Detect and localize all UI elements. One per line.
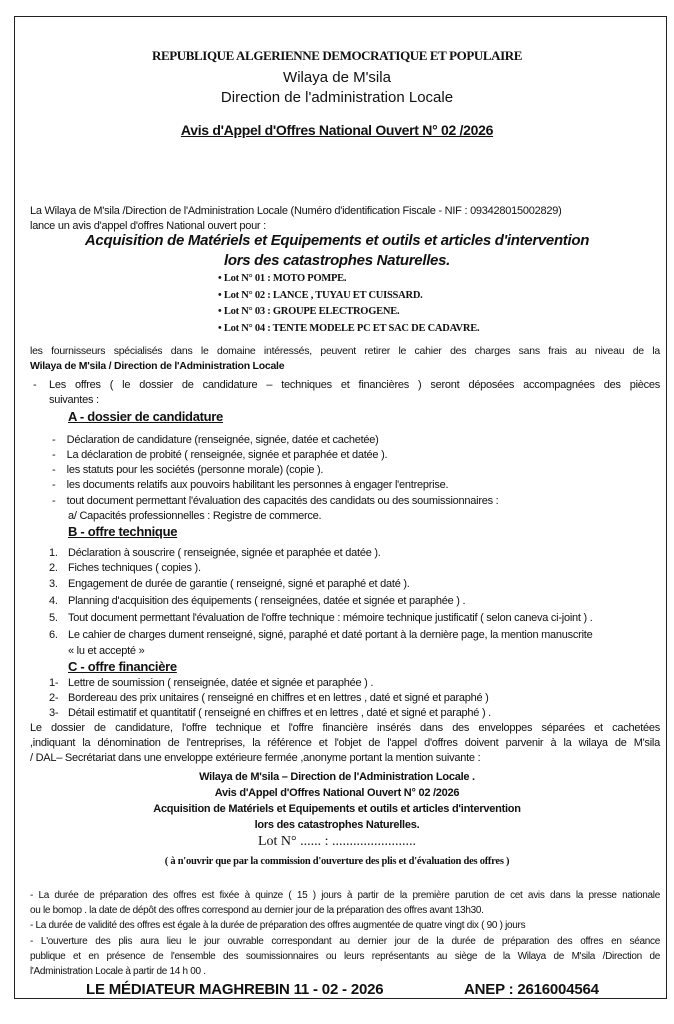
offers-intro-line-1: Les offres ( le dossier de candidature – techniques et financières ) seront déposées accompagnées des pièces [49,379,660,391]
list-number: 1- [49,677,59,689]
intro-line-2: lance un avis d'appel d'offres National ouvert pour : [30,220,266,232]
list-number: 6. [49,629,58,641]
direction-heading: Direction de l'administration Locale [220,89,454,106]
list-item [49,692,489,705]
list-number: 4. [49,595,58,607]
list-item-text: Détail estimatif et quantitatif ( renseigné en chiffres et en lettres , daté et signé et paraphé ) . [68,707,491,719]
notice-title: Avis d'Appel d'Offres National Ouvert N° 02 /2026 [180,122,494,138]
envelope-line-2: Avis d'Appel d'Offres National Ouvert N° 02 /2026 [214,787,460,799]
lot-item: • Lot N° 02 : LANCE , TUYAU ET CUISSARD. [218,290,423,301]
list-item-text: les documents relatifs aux pouvoirs habilitant les personnes à engager l'entreprise. [66,479,449,491]
list-item [49,578,410,591]
list-item-text: Planning d'acquisition des équipements ( renseignées, datée et signée et paraphée ) . [68,595,466,607]
suppliers-line-2: Wilaya de M'sila / Direction de l'Administration Locale [30,360,285,372]
offers-intro-line-2: suivantes : [49,394,99,406]
note-line-3: - La durée de validité des offres est égale à la durée de préparation des offres augmentée de quatre vingt dix ( 90 ) jours [30,920,526,931]
lot-item: • Lot N° 01 : MOTO POMPE. [218,273,347,284]
object-line-2: lors des catastrophes Naturelles. [223,252,451,269]
section-c-heading: C - offre financière [68,659,177,674]
list-number: 5. [49,612,58,624]
list-item [49,629,592,642]
list-number: 3. [49,578,58,590]
list-item-sub: a/ Capacités professionnelles : Registre de commerce. [68,510,322,522]
envelope-notice: ( à n'ouvrir que par la commission d'ouverture des plis et d'évaluation des offres ) [164,856,510,867]
submission-line-2: ,indiquant la dénomination de l'entreprises, la référence et l'objet de l'appel d'offres doivent parvenir à la wilaya de M'sila [30,737,660,749]
list-item-text: Fiches techniques ( copies ). [68,562,201,574]
list-item-text: Déclaration de candidature (renseignée, signée, datée et cachetée) [66,434,379,446]
suppliers-line-1: les fournisseurs spécialisés dans le domaine intéressés, peuvent retirer le cahier des charges sans frais au niveau de la [30,345,660,357]
submission-line-1: Le dossier de candidature, l'offre technique et l'offre financière insérés dans des enveloppes séparées et cachetées [30,722,660,734]
list-item [49,595,465,608]
note-line-5: publique et en présence de l'ensemble des soumissionnaires ou leurs représentants au siège de la Wilaya de M'sila /Direction de [30,951,660,962]
list-number: 2- [49,692,59,704]
list-item-text: Bordereau des prix unitaires ( renseigné en chiffres et en lettres , daté et signé et paraphé ) [68,692,489,704]
object-line-1: Acquisition de Matériels et Equipements et outils et articles d'intervention [84,232,590,249]
list-item [49,562,201,575]
lot-label: Lot N° 04 : TENTE MODELE PC ET SAC DE CADAVRE. [223,323,480,334]
intro-line-1: La Wilaya de M'sila /Direction de l'Administration Locale (Numéro d'identification Fiscale - NIF : 093428015002829) [30,205,562,217]
note-line-1: - La durée de préparation des offres est fixée à quinze ( 15 ) jours à partir de la première parution de cet avis dans la presse nationale [30,890,660,901]
list-number: 3- [49,707,59,719]
list-item-text: les statuts pour les sociétés (personne morale) (copie ). [66,464,324,476]
lot-label: Lot N° 02 : LANCE , TUYAU ET CUISSARD. [223,290,423,301]
envelope-line-4: lors des catastrophes Naturelles. [254,819,420,831]
list-item: - les statuts pour les sociétés (personne morale) (copie ). [52,464,324,476]
note-line-4: - L'ouverture des plis aura lieu le jour ouvrable correspondant au dernier jour de la durée de préparation des offres en séance [30,936,660,947]
list-item-text: Déclaration à souscrire ( renseignée, signée et paraphée et datée ). [68,547,381,559]
list-item: - La déclaration de probité ( renseignée, signée et paraphée et datée ). [52,449,388,461]
bullet: - [33,379,37,391]
list-item-continuation: « lu et accepté » [68,645,145,657]
list-item-text: tout document permettant l'évaluation des capacités des candidats ou des soumissionnaires : [66,495,499,507]
lot-label: Lot N° 01 : MOTO POMPE. [223,273,347,284]
list-item [49,677,373,690]
republic-heading: REPUBLIQUE ALGERIENNE DEMOCRATIQUE ET POPULAIRE [151,48,523,63]
envelope-line-3: Acquisition de Matériels et Equipements et outils et articles d'intervention [153,803,521,815]
section-b-heading: B - offre technique [68,524,178,539]
list-item-text: La déclaration de probité ( renseignée, signée et paraphée et datée ). [66,449,388,461]
list-item [49,612,593,625]
list-item: - tout document permettant l'évaluation des capacités des candidats ou des soumissionnaires : [52,495,499,507]
list-item-text: Engagement de durée de garantie ( renseigné, signé et paraphé et daté ). [68,578,410,590]
list-number: 1. [49,547,58,559]
list-item-text: Tout document permettant l'évaluation de l'offre technique : mémoire technique justificatif ( selon caneva ci-joint ) . [68,612,593,624]
note-line-2: ou le bomop . la date de dépôt des offres correspond au dernier jour de la préparation des offres avant 13h30. [30,905,484,916]
lot-item: • Lot N° 03 : GROUPE ELECTROGENE. [218,306,400,317]
wilaya-heading: Wilaya de M'sila [283,69,391,86]
anep-reference: ANEP : 2616004564 [458,981,605,998]
list-item-text: Lettre de soumission ( renseignée, datée et signée et paraphée ) . [68,677,374,689]
envelope-lot: Lot N° ...... : ........................ [257,834,417,849]
list-item: - les documents relatifs aux pouvoirs habilitant les personnes à engager l'entreprise. [52,479,449,491]
list-item: - Déclaration de candidature (renseignée, signée, datée et cachetée) [52,434,379,446]
publication-name-date: LE MÉDIATEUR MAGHREBIN 11 - 02 - 2026 [80,981,389,998]
list-item [49,547,381,560]
submission-line-3: / DAL– Secrétariat dans une enveloppe extérieure fermée ,anonyme portant la mention suivante : [30,752,481,764]
lot-item: • Lot N° 04 : TENTE MODELE PC ET SAC DE CADAVRE. [218,323,480,334]
envelope-line-1: Wilaya de M'sila – Direction de l'Administration Locale . [199,771,475,783]
list-item [49,707,491,720]
publication-footer [0,981,674,1001]
section-a-heading: A - dossier de candidature [68,409,223,424]
list-item-text: Le cahier de charges dument renseigné, signé, paraphé et daté portant à la dernière page, la mention manuscrite [68,629,593,641]
note-line-6: l'Administration Locale à partir de 14 h 00 . [30,966,206,977]
list-number: 2. [49,562,58,574]
lot-label: Lot N° 03 : GROUPE ELECTROGENE. [223,306,400,317]
